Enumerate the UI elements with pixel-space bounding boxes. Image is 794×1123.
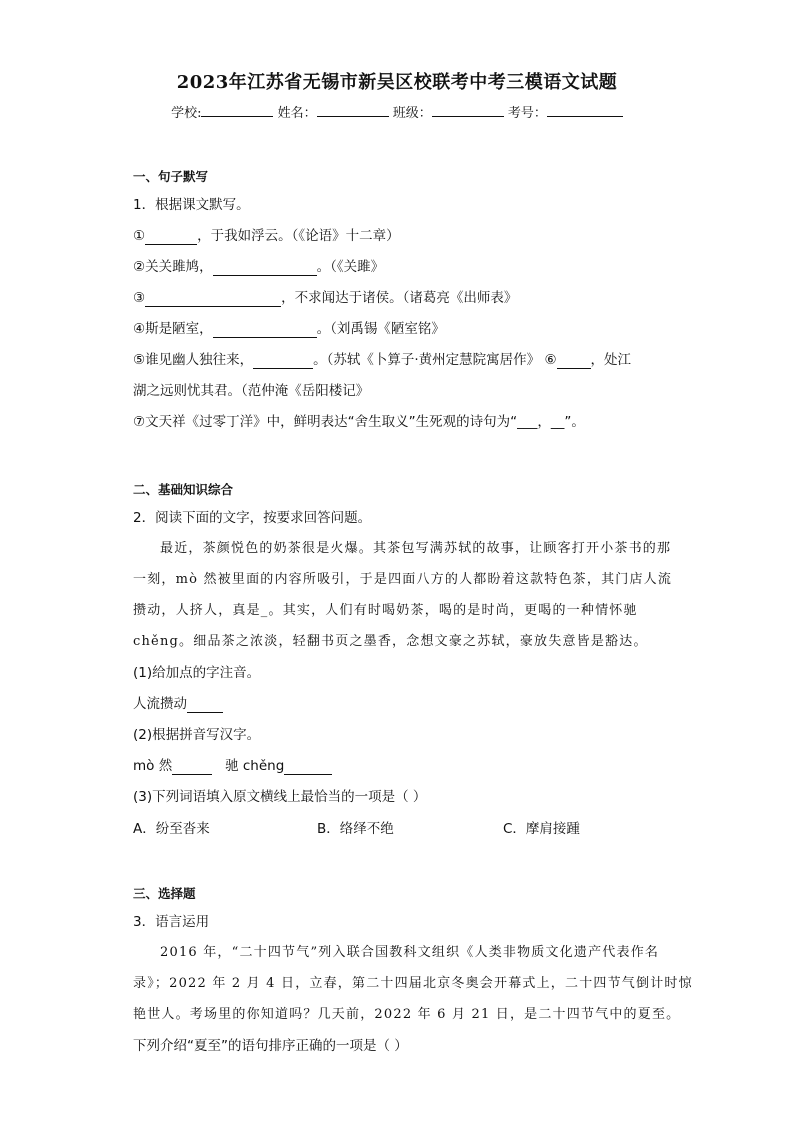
- sub-question-2-items: mò 然 驰 chěng: [133, 754, 332, 775]
- section-heading-3: 三、选择题: [133, 886, 196, 901]
- fill-line-6: 湖之远则忧其君。（范仲淹《岳阳楼记》: [133, 383, 370, 399]
- option-b[interactable]: B．络绎不绝: [317, 821, 394, 837]
- exam-number-blank[interactable]: [547, 103, 623, 117]
- school-blank[interactable]: [201, 103, 273, 117]
- sub-question-1-item: 人流攒动: [133, 692, 223, 713]
- option-a[interactable]: A．纷至沓来: [133, 821, 210, 837]
- student-info-line: [0, 102, 794, 121]
- passage-line: 一刻，mò 然被里面的内容所吸引，于是四面八方的人都盼着这款特色茶，其门店人流: [133, 572, 673, 587]
- section-heading-2: 二、基础知识综合: [133, 482, 234, 497]
- passage-line: chěng。细品茶之浓淡，轻翻书页之墨香，念想文豪之苏轼，豪放失意皆是豁达。: [133, 634, 648, 649]
- question-1-stem: 1．根据课文默写。: [133, 197, 250, 213]
- answer-blank[interactable]: [187, 696, 223, 713]
- fill-line-7: ⑦文天祥《过零丁洋》中，鲜明表达“舍生取义”生死观的诗句为“___，__”。: [133, 414, 585, 430]
- page-title: 2023年江苏省无锡市新吴区校联考中考三模语文试题: [176, 72, 618, 93]
- answer-blank[interactable]: [253, 352, 313, 369]
- answer-blank[interactable]: [172, 758, 212, 775]
- answer-blank[interactable]: [213, 321, 317, 338]
- answer-blank[interactable]: [145, 228, 197, 245]
- question-3-stem: 3．语言运用: [133, 914, 210, 930]
- answer-blank[interactable]: [284, 758, 332, 775]
- school-label: 学校:: [171, 106, 202, 121]
- passage-line: 艳世人。考场里的你知道吗？几天前，2022 年 6 月 21 日，是二十四节气中的夏至。: [133, 1007, 681, 1022]
- option-c[interactable]: C．摩肩接踵: [503, 821, 580, 837]
- passage-line: 攒动，人挤人，真是_。其实，人们有时喝奶茶，喝的是时尚，更喝的一种情怀驰: [133, 603, 638, 618]
- sub-question-1: (1)给加点的字注音。: [133, 665, 261, 681]
- fill-line-3: ③ ，不求闻达于诸侯。（诸葛亮《出师表》: [133, 290, 518, 306]
- name-blank[interactable]: [317, 103, 389, 117]
- class-label: 班级：: [392, 106, 432, 121]
- name-label: 姓名：: [277, 106, 317, 121]
- passage-line: 2016 年，“二十四节气”列入联合国教科文组织《人类非物质文化遗产代表作名: [160, 945, 660, 960]
- exam-number-label: 考号：: [507, 106, 547, 121]
- answer-blank[interactable]: [145, 290, 281, 307]
- section-heading-1: 一、句子默写: [133, 169, 209, 184]
- passage-line: 最近，茶颜悦色的奶茶很是火爆。其茶包写满苏轼的故事，让顾客打开小茶书的那: [160, 541, 672, 556]
- question-3-prompt: 下列介绍“夏至”的语句排序正确的一项是（ ）: [133, 1038, 408, 1054]
- fill-line-1: ① ，于我如浮云。（《论语》十二章）: [133, 228, 400, 244]
- fill-line-5: ⑤谁见幽人独往来， 。（苏轼《卜算子·黄州定慧院寓居作》 ⑥ ，处江: [133, 352, 632, 368]
- answer-blank[interactable]: [213, 259, 317, 276]
- passage-line: 录》；2022 年 2 月 4 日，立春，第二十四届北京冬奥会开幕式上，二十四节气倒计时惊: [133, 976, 693, 991]
- question-2-stem: 2．阅读下面的文字，按要求回答问题。: [133, 510, 372, 526]
- sub-question-3: (3)下列词语填入原文横线上最恰当的一项是（ ）: [133, 789, 427, 805]
- fill-line-4: ④斯是陋室， 。（刘禹锡《陋室铭》: [133, 321, 445, 337]
- class-blank[interactable]: [432, 103, 504, 117]
- answer-blank[interactable]: [557, 352, 591, 369]
- sub-question-2: (2)根据拼音写汉字。: [133, 727, 261, 743]
- fill-line-2: ②关关雎鸠， 。（《关雎》: [133, 259, 385, 275]
